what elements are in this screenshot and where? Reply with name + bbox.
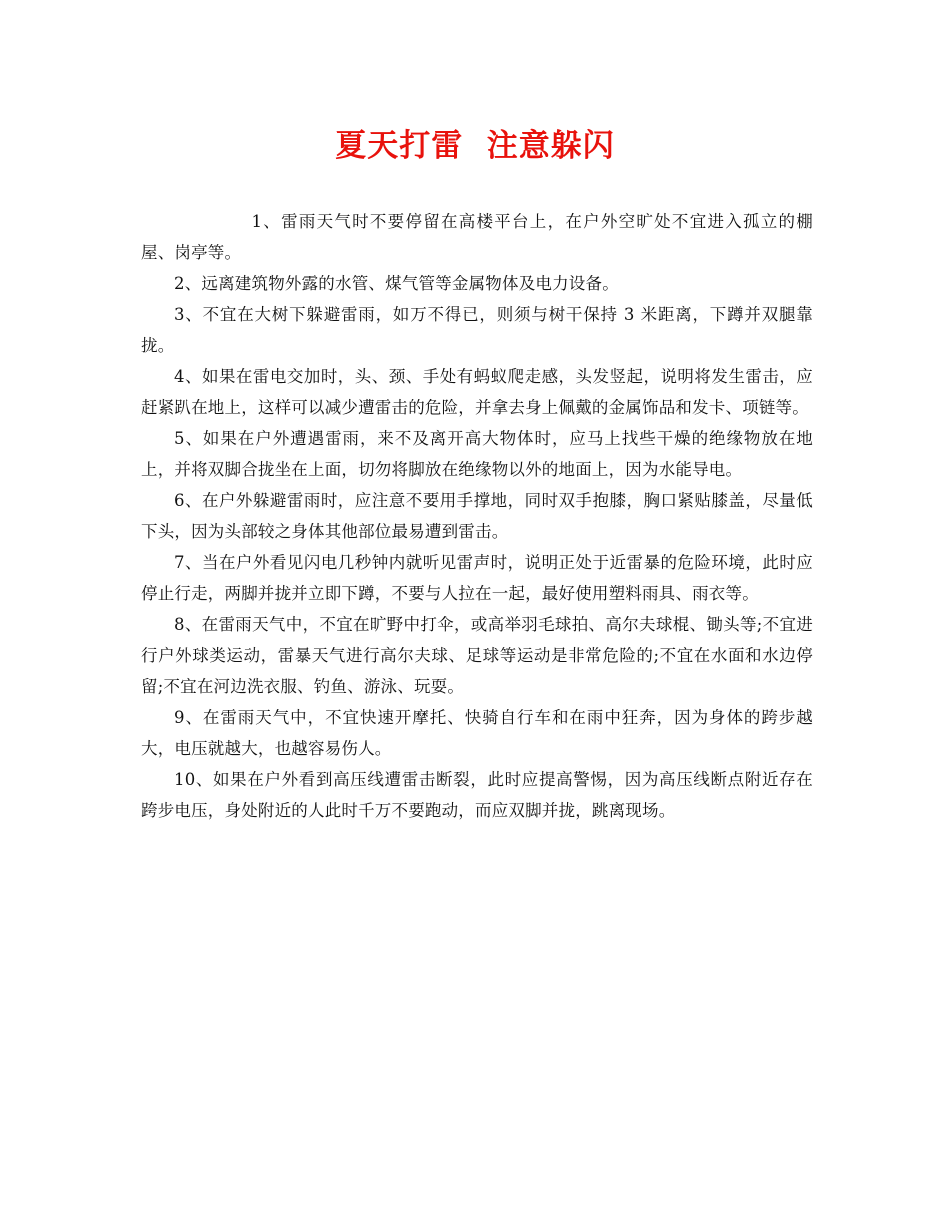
paragraph-5: 5、如果在户外遭遇雷雨，来不及离开高大物体时，应马上找些干燥的绝缘物放在地上，并将双脚合拢坐在上面，切勿将脚放在绝缘物以外的地面上，因为水能导电。	[141, 429, 813, 479]
paragraph-10: 10、如果在户外看到高压线遭雷击断裂，此时应提高警惕，因为高压线断点附近存在跨步电压，身处附近的人此时千万不要跑动，而应双脚并拢，跳离现场。	[141, 770, 813, 820]
paragraph-6: 6、在户外躲避雷雨时，应注意不要用手撑地，同时双手抱膝，胸口紧贴膝盖，尽量低下头，因为头部较之身体其他部位最易遭到雷击。	[141, 491, 813, 541]
paragraph-7: 7、当在户外看见闪电几秒钟内就听见雷声时，说明正处于近雷暴的危险环境，此时应停止行走，两脚并拢并立即下蹲，不要与人拉在一起，最好使用塑料雨具、雨衣等。	[141, 553, 813, 603]
paragraph-8: 8、在雷雨天气中，不宜在旷野中打伞，或高举羽毛球拍、高尔夫球棍、锄头等;不宜进行户外球类运动，雷暴天气进行高尔夫球、足球等运动是非常危险的;不宜在水面和水边停留;不宜在河边洗衣服、钓鱼、游泳、玩耍。	[141, 615, 813, 696]
page-title: 夏天打雷 注意躲闪	[335, 128, 615, 164]
paragraph-2: 2、远离建筑物外露的水管、煤气管等金属物体及电力设备。	[174, 274, 619, 293]
paragraph-9: 9、在雷雨天气中，不宜快速开摩托、快骑自行车和在雨中狂奔，因为身体的跨步越大，电压就越大，也越容易伤人。	[141, 708, 813, 758]
paragraph-1: 1、雷雨天气时不要停留在高楼平台上，在户外空旷处不宜进入孤立的棚屋、岗亭等。	[141, 212, 813, 262]
paragraph-4: 4、如果在雷电交加时，头、颈、手处有蚂蚁爬走感，头发竖起，说明将发生雷击，应赶紧趴在地上，这样可以减少遭雷击的危险，并拿去身上佩戴的金属饰品和发卡、项链等。	[141, 367, 813, 417]
document-body	[141, 206, 813, 826]
paragraph-3: 3、不宜在大树下躲避雷雨，如万不得已，则须与树干保持 3 米距离，下蹲并双腿靠拢。	[141, 305, 813, 355]
